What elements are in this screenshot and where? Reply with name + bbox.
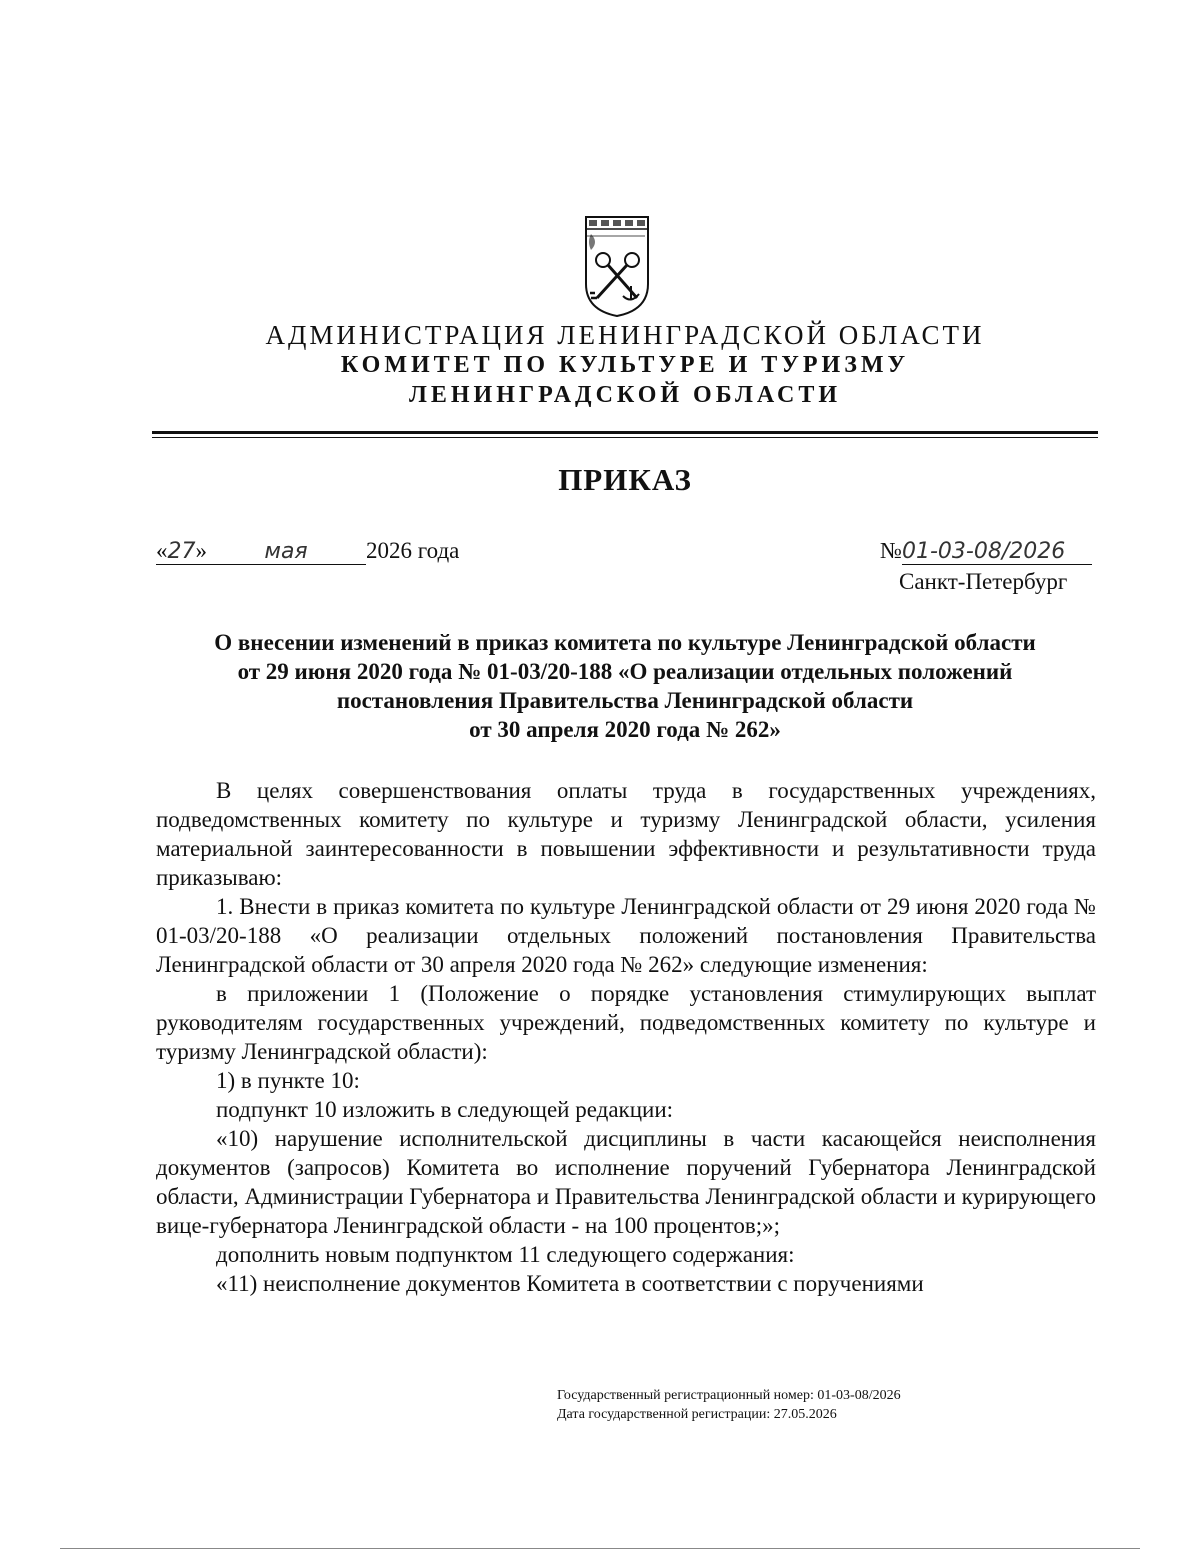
header-committee: КОМИТЕТ ПО КУЛЬТУРЕ И ТУРИЗМУ bbox=[340, 352, 910, 378]
body-paragraph: в приложении 1 (Положение о порядке установления стимулирующих выплат руководителям государственных учреждений, подведомственных комитету по культуре и туризму Ленинградской области): bbox=[156, 981, 1096, 1064]
registration-stamp bbox=[557, 1386, 901, 1424]
header-region: ЛЕНИНГРАДСКОЙ ОБЛАСТИ bbox=[408, 382, 842, 408]
document-body bbox=[156, 776, 1096, 1298]
date-line bbox=[156, 538, 459, 565]
body-paragraph: «10) нарушение исполнительской дисциплины в части касающейся неисполнения документов (запросов) Комитета во исполнение поручений Губернатора Ленинградской области, Администрации Губернатора и Правительства Ленинградской области и курирующего вице-губернатора Ленинградской области - на 100 процентов;»; bbox=[156, 1126, 1096, 1238]
page-bottom-edge bbox=[60, 1548, 1140, 1549]
body-paragraph: «11) неисполнение документов Комитета в соответствии с поручениями bbox=[216, 1271, 924, 1296]
title-line: от 29 июня 2020 года № 01-03/20-188 «О реализации отдельных положений bbox=[237, 659, 1013, 684]
date-month-field bbox=[206, 538, 366, 565]
registration-date: Дата государственной регистрации: 27.05.2026 bbox=[557, 1407, 837, 1422]
date-day: 27 bbox=[167, 539, 196, 564]
title-line: от 30 апреля 2020 года № 262» bbox=[469, 717, 781, 742]
body-paragraph: подпункт 10 изложить в следующей редакции: bbox=[216, 1097, 674, 1122]
city: Санкт-Петербург bbox=[899, 569, 1068, 594]
date-month: мая bbox=[264, 539, 308, 564]
header-divider-thick bbox=[152, 431, 1098, 434]
date-year: 2026 года bbox=[366, 538, 460, 563]
body-paragraph: 1) в пункте 10: bbox=[216, 1068, 360, 1093]
document-type: ПРИКАЗ bbox=[558, 462, 692, 497]
header-administration: АДМИНИСТРАЦИЯ ЛЕНИНГРАДСКОЙ ОБЛАСТИ bbox=[265, 320, 985, 350]
body-paragraph: дополнить новым подпунктом 11 следующего содержания: bbox=[216, 1242, 795, 1267]
document-title bbox=[150, 628, 1100, 744]
header-divider-thin bbox=[152, 437, 1098, 438]
date-day-field: «27» bbox=[156, 538, 207, 564]
title-line: О внесении изменений в приказ комитета по культуре Ленинградской области bbox=[214, 630, 1036, 655]
body-paragraph: В целях совершенствования оплаты труда в государственных учреждениях, подведомственных комитету по культуре и туризму Ленинградской области, усиления материальной заинтересованности в повышении эффективности и результативности труда приказываю: bbox=[156, 778, 1096, 890]
body-paragraph: 1. Внести в приказ комитета по культуре Ленинградской области от 29 июня 2020 года № 01-03/20-188 «О реализации отдельных положений постановления Правительства Ленинградской области от 30 апреля 2020 года № 262» следующие изменения: bbox=[156, 894, 1096, 977]
title-line: постановления Правительства Ленинградской области bbox=[336, 688, 914, 713]
document-number-line bbox=[880, 538, 1092, 565]
number-sign: № bbox=[880, 538, 902, 563]
coat-of-arms-icon bbox=[583, 214, 651, 318]
document-number: 01-03-08/2026 bbox=[902, 539, 1092, 565]
registration-number: Государственный регистрационный номер: 01-03-08/2026 bbox=[557, 1388, 901, 1403]
